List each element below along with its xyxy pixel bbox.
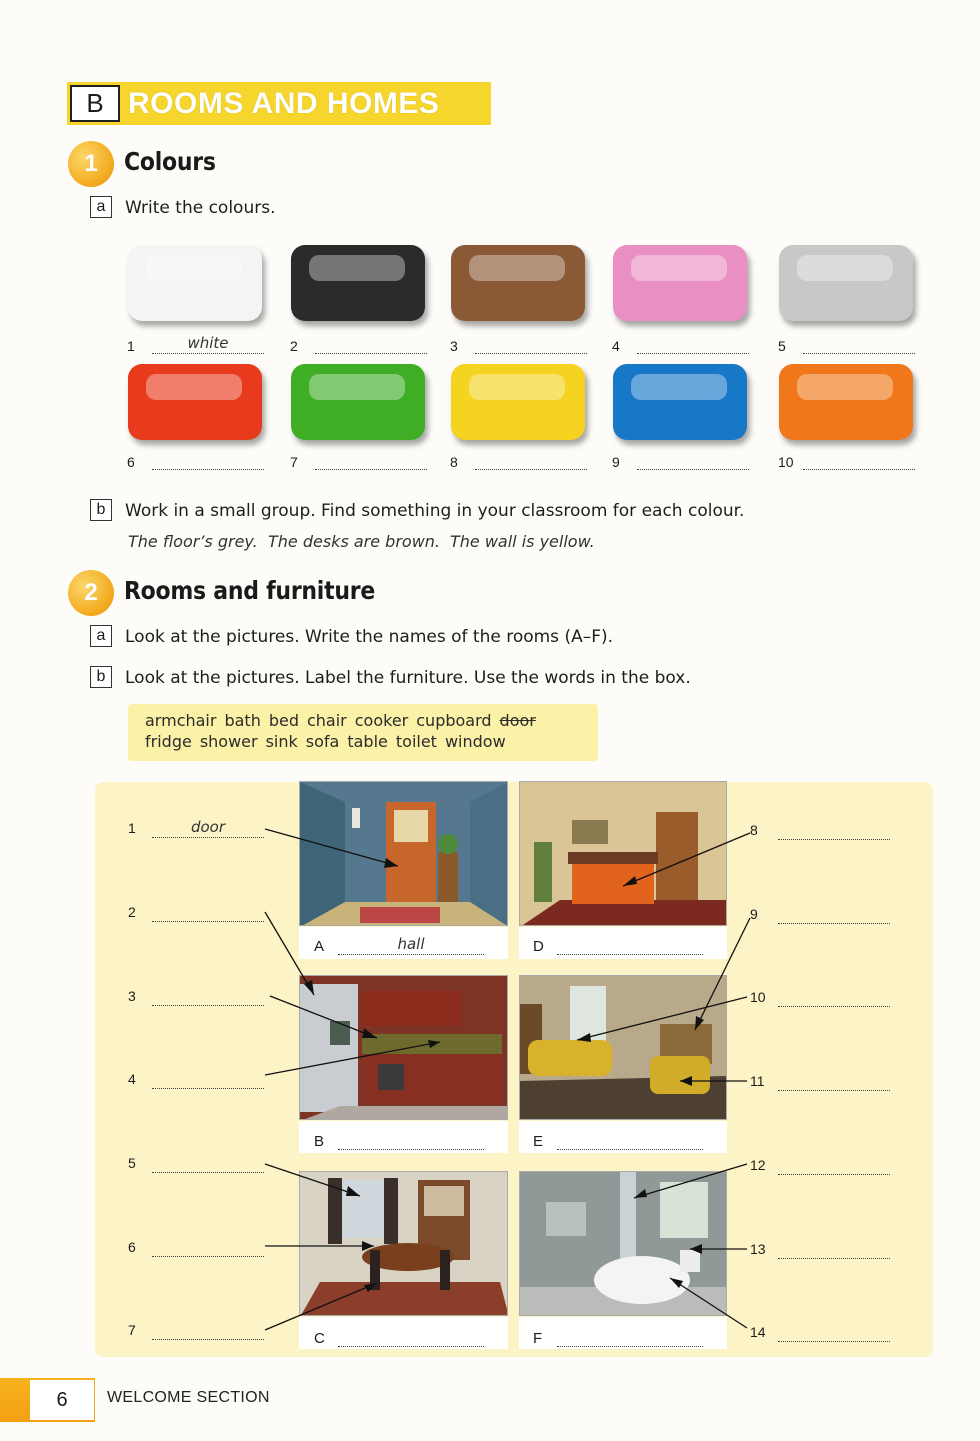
exercise-1-number: 1 xyxy=(68,141,114,187)
living-room-illustration xyxy=(520,976,727,1120)
word-box-word: table xyxy=(347,732,388,751)
room-letter: D xyxy=(533,938,544,955)
soap-bar xyxy=(291,245,425,321)
answer-line xyxy=(778,1241,890,1259)
exercise-1-title: Colours xyxy=(124,147,216,176)
answer-line xyxy=(475,452,587,470)
exercise-1a-label: a xyxy=(90,196,112,218)
photo-hall xyxy=(299,781,508,926)
label-number: 9 xyxy=(750,906,758,922)
answer-text: white xyxy=(187,334,229,352)
exercise-2b-label: b xyxy=(90,666,112,688)
photo-dining-room xyxy=(299,1171,508,1316)
label-number: 4 xyxy=(128,1071,136,1087)
answer-line xyxy=(152,988,264,1006)
exercise-1a-instruction: Write the colours. xyxy=(125,198,276,218)
answer-line xyxy=(557,1329,703,1347)
word-box-word: fridge xyxy=(145,732,192,751)
label-number: 7 xyxy=(128,1322,136,1338)
answer-line xyxy=(152,1322,264,1340)
soap-bar xyxy=(128,245,262,321)
word-box-word: bath xyxy=(224,711,261,730)
soap-bar xyxy=(291,364,425,440)
answer-line xyxy=(152,1071,264,1089)
picture-area xyxy=(95,782,933,1357)
answer-line xyxy=(637,452,749,470)
soap-bar xyxy=(451,364,585,440)
photo-kitchen xyxy=(299,975,508,1120)
answer-line xyxy=(152,452,264,470)
answer-line xyxy=(778,906,890,924)
exercise-2-number: 2 xyxy=(68,570,114,616)
word-box-word: cupboard xyxy=(416,711,492,730)
word-box-word: shower xyxy=(199,732,258,751)
answer-text: door xyxy=(190,818,226,836)
soap-bar xyxy=(779,245,913,321)
answer-line xyxy=(152,904,264,922)
label-number: 2 xyxy=(128,904,136,920)
answer-line xyxy=(152,1155,264,1173)
word-box xyxy=(128,704,598,761)
answer-line xyxy=(315,336,427,354)
footer-section-name: WELCOME SECTION xyxy=(107,1389,270,1406)
example-sentence: The wall is yellow. xyxy=(450,532,595,551)
soap-bar xyxy=(451,245,585,321)
soap-number: 1 xyxy=(127,338,135,354)
soap-number: 7 xyxy=(290,454,298,470)
answer-line xyxy=(778,1157,890,1175)
answer-line xyxy=(778,1073,890,1091)
answer-line xyxy=(778,822,890,840)
answer-line xyxy=(778,989,890,1007)
word-box-word: bed xyxy=(268,711,299,730)
label-number: 13 xyxy=(750,1241,766,1257)
answer-line xyxy=(338,1329,484,1347)
soap-bar xyxy=(613,364,747,440)
exercise-2a-label: a xyxy=(90,625,112,647)
label-number: 14 xyxy=(750,1324,766,1340)
soap-number: 4 xyxy=(612,338,620,354)
answer-line xyxy=(557,937,703,955)
answer-text: hall xyxy=(397,935,425,953)
page-number: 6 xyxy=(30,1380,94,1420)
answer-line xyxy=(338,1132,484,1150)
label-number: 1 xyxy=(128,820,136,836)
room-letter: F xyxy=(533,1330,543,1347)
answer-line xyxy=(315,452,427,470)
hall-illustration xyxy=(300,782,508,926)
word-box-row xyxy=(145,731,598,752)
kitchen-illustration xyxy=(300,976,508,1120)
section-letter: B xyxy=(70,85,120,122)
word-box-word: sofa xyxy=(305,732,340,751)
exercise-2b-instruction: Look at the pictures. Label the furniture. Use the words in the box. xyxy=(125,668,691,688)
room-letter: A xyxy=(314,938,325,955)
word-box-word: toilet xyxy=(395,732,437,751)
photo-bathroom xyxy=(519,1171,727,1316)
word-box-word: chair xyxy=(306,711,347,730)
answer-line xyxy=(637,336,749,354)
label-number: 12 xyxy=(750,1157,766,1173)
exercise-1b-instruction: Work in a small group. Find something in your classroom for each colour. xyxy=(125,501,745,521)
word-box-word: armchair xyxy=(145,711,217,730)
example-sentence: The floor’s grey. xyxy=(128,532,258,551)
label-number: 5 xyxy=(128,1155,136,1171)
exercise-2a-instruction: Look at the pictures. Write the names of the rooms (A–F). xyxy=(125,627,614,647)
label-number: 3 xyxy=(128,988,136,1004)
section-title: ROOMS AND HOMES xyxy=(128,86,440,120)
answer-line xyxy=(803,336,915,354)
bedroom-illustration xyxy=(520,782,727,926)
answer-line xyxy=(803,452,915,470)
example-sentence: The desks are brown. xyxy=(268,532,441,551)
label-number: 8 xyxy=(750,822,758,838)
word-box-word: door xyxy=(499,711,536,730)
label-number: 11 xyxy=(750,1073,765,1089)
answer-line xyxy=(557,1132,703,1150)
soap-bar xyxy=(613,245,747,321)
soap-number: 8 xyxy=(450,454,458,470)
soap-number: 2 xyxy=(290,338,298,354)
soap-bar xyxy=(779,364,913,440)
soap-number: 5 xyxy=(778,338,786,354)
exercise-1b-label: b xyxy=(90,499,112,521)
label-number: 10 xyxy=(750,989,766,1005)
dining-room-illustration xyxy=(300,1172,508,1316)
soap-number: 9 xyxy=(612,454,620,470)
answer-line xyxy=(778,1324,890,1342)
label-number: 6 xyxy=(128,1239,136,1255)
soap-number: 3 xyxy=(450,338,458,354)
room-letter: B xyxy=(314,1133,325,1150)
word-box-word: window xyxy=(444,732,506,751)
word-box-row xyxy=(145,710,598,731)
answer-line xyxy=(475,336,587,354)
room-letter: E xyxy=(533,1133,544,1150)
soap-bar xyxy=(128,364,262,440)
answer-line xyxy=(152,1239,264,1257)
bathroom-illustration xyxy=(520,1172,727,1316)
photo-bedroom xyxy=(519,781,727,926)
photo-living-room xyxy=(519,975,727,1120)
soap-number: 10 xyxy=(778,454,794,470)
word-box-word: sink xyxy=(265,732,298,751)
room-letter: C xyxy=(314,1330,325,1347)
word-box-word: cooker xyxy=(354,711,409,730)
exercise-2-title: Rooms and furniture xyxy=(124,576,375,605)
soap-number: 6 xyxy=(127,454,135,470)
section-header xyxy=(67,82,491,125)
